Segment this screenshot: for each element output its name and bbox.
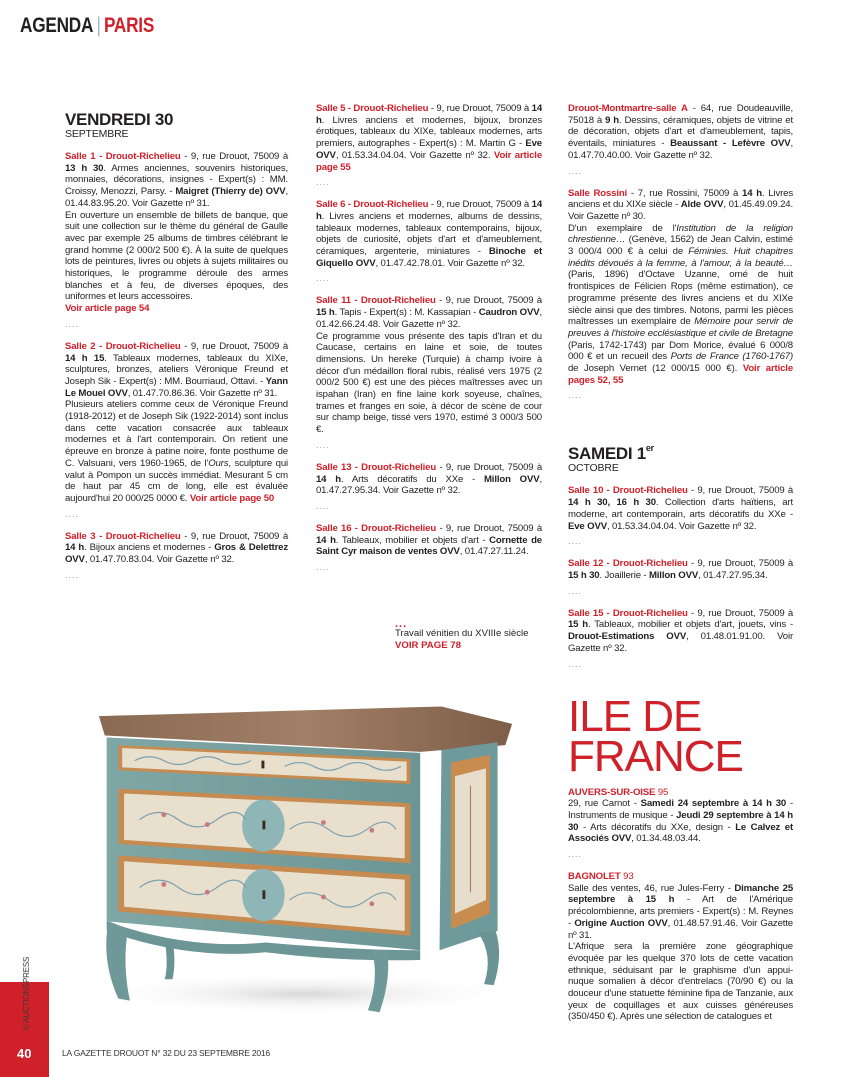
listing-entry [316,199,542,269]
auction-house: Beaussant - Lefèvre OVV [670,138,791,150]
department: 95 [655,786,669,798]
month-heading: OCTOBRE [568,462,619,475]
day-heading [568,440,793,462]
spacer [568,412,793,440]
address: - 9, rue Drouot, 75009 à [180,340,289,352]
address: - 9, rue Drouot, 75009 à [180,530,289,542]
leg-back-right [478,931,499,985]
separator-dots: .... [316,273,331,284]
time: 13 h 30 [65,162,104,174]
leg-back-left [165,941,175,980]
separator-dots: .... [316,177,331,188]
listing-entry [65,531,288,566]
month-heading: SEPTEMBRE [65,128,129,140]
time: 14 h 30, 16 h 30 [568,497,656,509]
listing-entry [568,485,793,532]
time: 15 h [316,307,335,319]
listing-entry [316,103,542,173]
city-heading [568,787,793,799]
venue: Salle 12 - Drouot-Richelieu [568,558,688,570]
date-time: Dimanche 25 septembre à 15 h [568,882,793,906]
address: - 9, rue Drouot, 75009 à [436,522,543,534]
contact: , 01.42.66.24.48. Voir Gazette nº 32. [316,307,542,330]
contact: , 01.45.49.09.24. Voir Gazette nº 30. [568,199,794,222]
address: - 9, rue Drouot, 75009 à [687,558,794,570]
city-label: PARIS [103,14,155,37]
caption-text: Travail vénitien du XVIIIe siècle [395,628,529,639]
listing-entry [568,103,793,162]
italic-title: Ports de France (1760-1767) [670,351,794,363]
body-text: de Joseph Vernet (12 000/15 000 €). [568,363,743,375]
page-number: 40 [17,1046,32,1061]
time: 14 h [316,199,543,222]
auction-house: Eve OVV [316,138,542,161]
separator-dots: .... [65,508,80,519]
venue: Salle 3 - Drouot-Richelieu [65,530,181,542]
city-name: AUVERS-SUR-OISE [568,786,656,798]
body-text: (Paris, 1896) d'Octave Uzanne, orné de huit frontispices de Félicien Rops (même estimation), ce programme présente des livres anciens et du XIXe siècle ainsi que des timbres. Notons, parmi les pièces maîtresses un exemplaire de [568,269,793,328]
venue: Salle 1 - Drouot-Richelieu [65,151,181,162]
listing-entry [568,558,793,581]
section-header [20,14,154,38]
address: - 9, rue Drouot, 75009 à [428,199,532,211]
body-text: , sculpture qui valut à Pompon un succès immédiat. Mesurant 5 cm de haut par 45 cm de long, elle est évaluée aujourd'hui 20 000/25 0000 €. [65,457,288,504]
contact: , 01.48.57.91.46. Voir Gazette nº 31. [568,917,793,941]
address: - 9, rue Drouot, 75009 à [435,295,542,307]
time: 14 h 15 [65,352,105,364]
italic-title: Ours [208,457,229,469]
address: - 9, rue Drouot, 75009 à [428,103,532,114]
day-text: SAMEDI 1 [568,444,646,464]
listing-entry [568,608,793,655]
article-link[interactable]: Voir article pages 52, 55 [568,363,794,386]
time: 9 h [605,114,619,126]
ile-de-france-section [568,681,793,1024]
article-link[interactable]: Voir article page 54 [65,303,150,315]
separator-dots: .... [316,500,331,511]
auction-house: Alde OVV [680,199,724,211]
listing-entry [316,295,542,435]
day-heading: VENDREDI 30 [65,110,174,129]
description: . Tableaux, mobilier et objets d'art - [335,534,490,546]
auction-house: Maigret (Thierry de) OVV [175,186,286,198]
italic-title: Féminies. Huit chapitres inédits dévoués à la femme, à l'amour, à la beauté… [568,246,793,269]
venue: Salle 16 - Drouot-Richelieu [316,522,437,534]
description: . Livres anciens et modernes, albums de dessins, tableaux modernes, tableaux contemporains, bijoux, objets de curiosité, objets d'art et d'ameublement, céramiques, argenterie, miniatures - [316,210,542,258]
auction-house: Cornette de Saint Cyr maison de ventes OVV [316,534,542,558]
description: - Art de l'Amérique précolombienne, arts premiers - Expert(s) : M. Reynes - [568,894,793,929]
address: - 9, rue Drouot, 75009 à [687,485,794,497]
column-2 [316,103,542,584]
entry-body [568,223,793,387]
contact: , 01.34.48.03.44. [631,833,701,845]
address: - 9, rue Drouot, 75009 à [436,461,543,473]
auction-house: Gros & Delettrez OVV [65,542,288,566]
contact: , 01.47.70.83.04. Voir Gazette nº 32. [84,554,235,566]
body-text: (Genève, 1562) de Jean Calvin, estimé 3 000/4 000 € à celui de [568,234,793,258]
auction-house: Eve OVV [568,520,607,532]
venue: Salle 5 - Drouot-Richelieu [316,103,429,114]
separator-dots: .... [568,165,583,176]
listing-entry [65,341,288,505]
description: . Livres anciens et modernes, bijoux, bronzes érotiques, tableaux du XIXe, tableaux modernes, arts premiers, autographes - Expert(s) : M. Martin G - [316,114,542,150]
auction-house: Millon OVV [483,473,540,485]
address: 29, rue Carnot - [568,798,641,810]
listing-entry [65,151,288,315]
header-separator: | [96,14,101,37]
body-text: (Paris, 1742-1743) par Dom Morice, évalué 6 000/8 000 € et un recueil des [568,339,793,363]
description: . Tableaux modernes, tableaux du XIXe, sculptures, bronzes, ateliers Véronique Freund et Joseph Sik - Expert(s) : MM. Bourriaud, Ottavi. - [65,352,289,387]
contact: , 01.44.83.95.20. Voir Gazette nº 31. [65,186,288,209]
description: . Collection d'arts haïtiens, art moderne, art contemporain, arts décoratifs du XXe - [568,497,793,520]
entry-body: Ce programme vous présente des tapis d'Iran et du Caucase, certains en laine et soie, de toutes dimensions. Un hereke (Turquie) à champ ivoire à décor d'un médaillon floral rubis, réalisé vers 1975 (2 000/2 500 €) est une des pièces maîtresses avec un ispahan (Iran) en fine laine kork soyeuse, chaînes, trames et franges en soie, à décor de scène de cour sur champ beige, tissé vers 1970, estimé 3 000/3 500 €. [316,330,542,436]
city-name: BAGNOLET [568,871,621,883]
contact: , 01.47.27.95.34. [698,569,768,581]
time: 14 h [316,534,336,546]
caption-dots: ... [395,618,408,630]
auction-house: Origine Auction OVV [574,917,668,929]
time: 14 h [316,103,543,126]
separator-dots: .... [65,318,80,329]
contact: , 01.48.01.91.00. Voir Gazette nº 32. [568,631,793,654]
address: Salle des ventes, 46, rue Jules-Ferry - [568,882,735,894]
entry-body: En ouverture un ensemble de billets de banque, que suit une collection sur le thème du général de Gaulle avec par exemple 25 albums de timbres célébrant le grand homme (2 000/2 500 €). À la suite de quelques lots de peintures, livres ou objets à sujets militaires ou historiques, le programme déroule des armes blanches et à feu, de diverses époques, des uniformes et leurs accessoires. [65,209,288,303]
article-link[interactable]: Voir article page 50 [189,492,275,504]
separator-dots: .... [65,569,80,580]
contact: , 01.47.27.95.34. Voir Gazette nº 32. [316,473,542,497]
city-heading [568,871,793,883]
publication-footer: LA GAZETTE DROUOT N° 32 DU 23 SEPTEMBRE 2016 [62,1048,270,1058]
floor-shadow [82,973,527,1016]
time: 15 h 30 [568,569,600,581]
description: . Tapis - Expert(s) : M. Kassapian - [334,307,479,319]
listing-entry [568,871,793,1023]
description: - Instruments de musique - [568,798,793,821]
separator-dots: .... [316,562,331,573]
venue: Salle 11 - Drouot-Richelieu [316,295,436,307]
photo-caption [395,620,545,651]
auction-house: Yann Le Mouel OVV [65,375,288,399]
separator-dots: .... [316,439,331,450]
separator-dots: .... [568,536,583,547]
venue: Salle 6 - Drouot-Richelieu [316,199,429,211]
time: 15 h [568,619,588,631]
italic-title: Mémoire pour servir de preuves à l'histoire ecclésiastique et civile de Bretagne [568,316,793,339]
italic-title: Institution de la religion chrestienne… [568,222,793,246]
venue: Salle 13 - Drouot-Richelieu [316,461,437,473]
address: - 9, rue Drouot, 75009 à [180,151,289,162]
time: 14 h [316,473,341,485]
description: . Armes anciennes, souvenirs historiques, monnaies, décorations, insignes - Expert(s) : MM. Croissy, Menozzi, Parsy. - [65,162,288,198]
separator-dots: .... [568,390,583,401]
time: 14 h [742,187,762,199]
contact: , 01.47.42.78.01. Voir Gazette nº 32. [375,257,525,269]
venue: Salle 15 - Drouot-Richelieu [568,607,688,619]
auction-house: Millon OVV [648,569,699,581]
venue: Drouot-Montmartre-salle A [568,103,688,114]
address: - 7, rue Rossini, 75009 à [627,187,743,199]
auction-house: Caudron OVV [478,307,540,319]
listing-entry [316,462,542,497]
body-text: D'un exemplaire de l' [568,222,677,234]
description: . Livres anciens et du XIXe siècle - [568,187,793,211]
commode-photo [64,660,548,1018]
department: 93 [620,871,634,883]
article-link[interactable]: Voir article page 55 [316,149,543,173]
description: . Bijoux anciens et modernes - [84,542,215,554]
venue: Salle 2 - Drouot-Richelieu [65,340,181,352]
auction-house: Binoche et Giquello OVV [316,246,543,269]
body-text: Plusieurs ateliers comme ceux de Véronique Freund (1918-2012) et de Joseph Sik (1922-2014) sont inclus dans cette vacation consacrée aux tableaux modernes et à l'art contemporain. On retient une épreuve en bronze à patine noire, fonte posthume de C. Valsuani, vers 1960-1965, de l' [65,399,288,469]
time: 14 h [65,542,85,554]
entry-body [65,399,288,504]
description: . Arts décoratifs du XXe - [340,473,484,485]
date-time: Jeudi 29 septembre à 14 h 30 [568,809,793,833]
auction-house: Le Calvez et Associés OVV [568,821,793,845]
section-title [568,691,793,781]
description: . Dessins, céramiques, objets de vitrine et de décoration, objets d'art et d'ameublement, tapis, éventails, miniatures - [568,114,793,150]
see-page-link[interactable]: VOIR PAGE 78 [395,639,461,651]
contact: , 01.47.70.40.00. Voir Gazette nº 32. [568,138,793,161]
address: - 64, rue Doudeauville, 75018 à [568,103,793,126]
address: - 9, rue Drouot, 75009 à [687,607,794,619]
listing-entry [568,188,793,387]
entry-body: L'Afrique sera la première zone géographique évoquée par les quelque 370 lots de cette vacation ethnique, séduisant par le graphisme d'un appui-nuque somalien à décor d'entrelacs (70/90 €) ou la douceur d'une statuette féminine fipa de Tanzanie, aux yeux de coquillages et aux cuisses généreuses (350/450 €). Après une sélection de catalogues et [568,941,793,1023]
contact: , 01.53.34.04.04. Voir Gazette nº 32. [335,149,494,161]
venue: Salle Rossini [568,187,628,199]
listing-entry [316,523,542,558]
listing-entry [568,787,793,846]
photo-copyright: © AUCTIONSPRESS [22,956,31,1030]
section-label: AGENDA [20,14,94,37]
description: - Arts décoratifs du XXe, design - [578,821,736,833]
column-1 [65,111,288,592]
date-time: Samedi 24 septembre à 14 h 30 [640,798,787,810]
title-line: FRANCE [568,731,743,781]
description: . Joaillerie - [599,569,649,581]
separator-dots: .... [568,658,583,669]
day-suffix: er [645,443,654,454]
column-3 [568,103,793,1023]
contact: , 01.47.70.86.36. Voir Gazette nº 31. [127,387,278,399]
separator-dots: .... [568,585,583,596]
separator-dots: .... [568,849,583,860]
title-line: ILE DE [568,691,702,741]
description: . Tableaux, mobilier et objets d'art, jouets, vins - [588,619,793,631]
venue: Salle 10 - Drouot-Richelieu [568,485,688,497]
auction-house: Drouot-Estimations OVV [568,631,687,643]
contact: , 01.47.27.11.24. [459,546,529,558]
contact: , 01.53.34.04.04. Voir Gazette nº 32. [606,520,757,532]
